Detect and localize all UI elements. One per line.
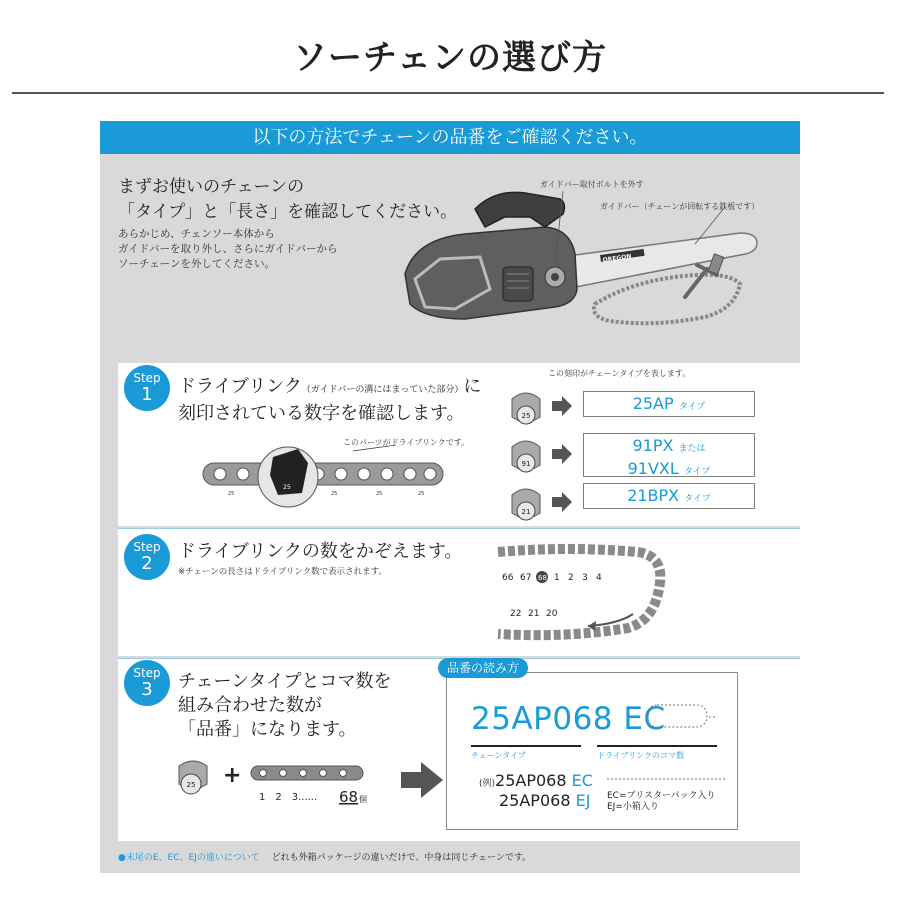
drivelink-chain: [198, 443, 448, 513]
step2-card: [118, 528, 800, 656]
suffix-placeholder: [645, 701, 715, 731]
svg-text:25: 25: [228, 491, 235, 497]
step3-instruction: チェーンタイプとコマ数を 組み合わせた数が 「品番」になります。: [178, 671, 392, 740]
drivelink-91-icon: [506, 435, 576, 475]
svg-text:21: 21: [528, 609, 540, 619]
instruction-banner: 以下の方法でチェーンの品番をご確認ください。: [100, 121, 800, 154]
svg-text:3: 3: [582, 573, 588, 583]
example-leader: [607, 773, 727, 785]
reading-guide-tab: 品番の読み方: [438, 658, 528, 678]
step2-instruction: ドライブリンクの数をかぞえます。: [178, 541, 463, 562]
count-total: 68: [339, 788, 359, 806]
intro-subtext: あらかじめ、チェンソー本体から ガイドバーを取り外し、さらにガイドバーから ソーチェーンを外してください。: [118, 228, 338, 270]
svg-text:個: 個: [359, 795, 367, 804]
drivelink-callout: このパーツがドライブリンクです。: [343, 438, 470, 447]
type-box-91px: 91PX または 91VXL タイプ: [583, 433, 755, 477]
step1-card: [118, 363, 800, 526]
reading-guide-box: [446, 672, 738, 830]
footnote-link[interactable]: ●末尾のE、EC、EJの違いについて: [118, 853, 260, 863]
svg-text:25: 25: [521, 412, 531, 420]
label-chain-type: チェーンタイプ: [471, 751, 526, 760]
drivelink-stamp: 25: [283, 484, 291, 491]
svg-text:20: 20: [546, 609, 558, 619]
drivelink-21-icon: [506, 483, 576, 523]
plus-sign: +: [223, 763, 242, 788]
step1-badge: Step 1: [124, 365, 170, 411]
result-arrow: [401, 762, 443, 798]
step3-card: [118, 658, 800, 841]
step2-badge: Step 2: [124, 534, 170, 580]
drivelink-25-icon: [506, 387, 576, 427]
chain-count-illustration: [488, 532, 688, 652]
title-divider: [12, 92, 884, 94]
example-line-ec: (例)25AP068 EC: [479, 771, 593, 790]
page-title: ソーチェンの選び方: [293, 38, 607, 78]
svg-text:25: 25: [186, 781, 196, 789]
svg-text:91: 91: [521, 460, 531, 468]
svg-text:67: 67: [520, 573, 532, 583]
intro-heading: まずお使いのチェーンの 「タイプ」と「長さ」を確認してください。: [118, 177, 458, 222]
svg-text:68: 68: [538, 574, 547, 582]
guide-panel: [100, 121, 800, 873]
step-divider: [118, 528, 800, 529]
count-underline: [597, 745, 717, 747]
chainsaw-illustration: [395, 179, 795, 354]
step3-badge: Step 3: [124, 660, 170, 706]
type-box-25ap: 25AP タイプ: [583, 391, 755, 417]
svg-text:21: 21: [521, 508, 531, 516]
svg-text:22: 22: [510, 609, 522, 619]
count-sequence: 1 2 3......: [259, 792, 318, 803]
svg-text:25: 25: [418, 491, 425, 497]
big-part-number: 25AP068 EC: [471, 701, 666, 737]
svg-text:4: 4: [596, 573, 602, 583]
example-line-ej: 25AP068 EJ: [499, 791, 591, 810]
step1-instruction: ドライブリンク（ガイドバーの溝にはまっていた部分）に 刻印されている数字を確認します。: [178, 376, 482, 424]
step2-note: ※チェーンの長さはドライブリンク数で表示されます。: [178, 567, 387, 577]
suffix-notes: EC=ブリスターパック入り EJ=小箱入り: [607, 791, 716, 812]
label-link-count: ドライブリンクのコマ数: [597, 751, 685, 760]
type-box-21bpx: 21BPX タイプ: [583, 483, 755, 509]
footnote: ●末尾のE、EC、EJの違いについて どれも外箱パッケージの違いだけで、中身は同じチェーンです。: [118, 853, 532, 863]
bar-callout: ガイドバー（チェーンが回転する鉄板です）: [600, 202, 760, 211]
type-caption: この刻印がチェーンタイプを表します。: [548, 369, 691, 378]
type-underline: [471, 745, 581, 747]
step3-formula: [173, 758, 473, 828]
bolt-callout: ガイドバー取付ボルトを外す: [540, 180, 644, 189]
svg-text:2: 2: [568, 573, 574, 583]
svg-text:66: 66: [502, 573, 514, 583]
svg-text:25: 25: [331, 491, 338, 497]
bar-brand: OREGON: [602, 253, 632, 264]
svg-text:1: 1: [554, 573, 560, 583]
svg-text:25: 25: [376, 491, 383, 497]
